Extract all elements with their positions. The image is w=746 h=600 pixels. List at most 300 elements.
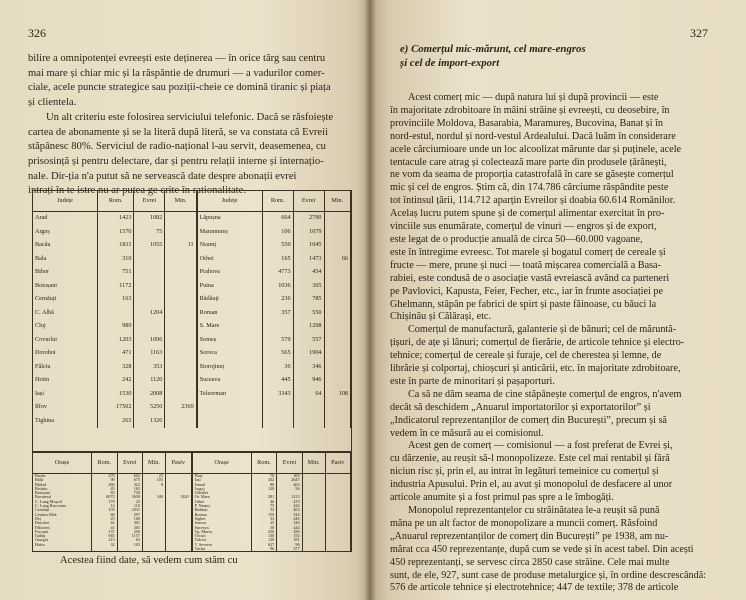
text-line: cu dărzenie, au reușit să-l monopolizeze. Este cel mai rentabil și fără: [390, 453, 670, 465]
table-cell: 1204: [134, 306, 165, 320]
table-row: [33, 374, 351, 388]
table-cell: 1420: [165, 495, 191, 499]
table-cell: [324, 414, 351, 428]
table-cell: Iași: [33, 387, 98, 401]
table-cell: 357: [262, 306, 293, 320]
table-cell: Ilfov: [33, 401, 98, 415]
table-cell: [165, 320, 197, 334]
text-line: sunt, de ele, 927, sunt case de produse metalurgice și, în ordine descrescândă:: [390, 569, 707, 581]
table-cell: Tighina: [33, 414, 98, 428]
text-line: niciun risc și, prin el, au intrat în legături temeinice cu comerțul și: [390, 466, 659, 478]
table-cell: 215: [92, 538, 118, 542]
table-cell: 323: [117, 483, 142, 487]
table-cell: [324, 212, 351, 226]
text-line: ciale, acele puncte strategice sau poziții-cheie ce domină tiranic și piața: [28, 82, 331, 94]
page-number-left: 326: [28, 26, 46, 40]
text-line: mic și cel de engros. Știm că, din 174.786 cârciume răspândite peste: [390, 182, 669, 194]
table-cell: 1473: [293, 252, 324, 266]
table-cell: 565: [262, 347, 293, 361]
table-cell: 1213: [277, 495, 302, 499]
table-cell: [165, 225, 197, 239]
table-cell: 90: [92, 478, 118, 482]
table-cell: 1120: [134, 374, 165, 388]
table-cell: 422: [277, 504, 302, 508]
table-cell: 785: [293, 293, 324, 307]
table-cell: Argeș: [33, 225, 98, 239]
table-cell: 66: [324, 252, 351, 266]
table-cell: [165, 279, 197, 293]
table-cell: 25: [92, 517, 118, 521]
table-cell: [262, 320, 293, 334]
table-cell: 3343: [262, 387, 293, 401]
table-cell: [324, 347, 351, 361]
table-cell: Vaslui: [192, 547, 252, 551]
table-cell: [165, 306, 197, 320]
text-line: vedem în ce măsură au ei comisionul.: [390, 427, 544, 439]
th: Min.: [142, 453, 165, 474]
table-cell: 75: [134, 225, 165, 239]
table-cell: C. Lung Mușcel: [33, 500, 92, 504]
table-cell: 1163: [134, 347, 165, 361]
right-body-text: [390, 92, 708, 595]
table-cell: 83: [92, 491, 118, 495]
table-cell: 1082: [134, 212, 165, 226]
table-cell: Galați: [33, 534, 92, 538]
table-cell: 1079: [293, 225, 324, 239]
table-cell: 579: [262, 333, 293, 347]
text-line: 450 reprezentanți, se servesc circa 2850 case străine. Cele mai multe: [390, 556, 670, 568]
table-cell: 41: [92, 526, 118, 530]
table-cell: 25: [117, 500, 142, 504]
table-cell: Dorohoi: [33, 347, 98, 361]
text-line: mâna pe un alt factor de monopolizare a muncii comerț. Răsfoind: [390, 517, 658, 529]
table-cell: Cernăuți: [33, 508, 92, 512]
table-cell: 108: [324, 387, 351, 401]
text-line: 576 de articole tehnice și electrotehnice; 447 de textile; 378 de articole: [390, 582, 679, 594]
table-cell: 305: [117, 526, 142, 530]
table-cell: 23: [142, 474, 165, 479]
table-cell: [117, 547, 142, 551]
table-cell: 42: [92, 521, 118, 525]
table-cell: 130: [251, 534, 277, 538]
table-cell: Fălciu: [33, 360, 98, 374]
text-line: librărie și colportaj, chioșcuri și anticării, etc. în majoritate zdrobitoare,: [390, 363, 681, 375]
text-line: tot întinsul țării, 114.712 aparțin Evreilor și doabia 60.614 Românilor.: [390, 195, 676, 207]
text-line: decât să deschidem „Anuarul importatorilor și exportatorilor” și: [390, 401, 651, 413]
table-cell: 3658: [117, 495, 142, 499]
table-cell: [324, 279, 351, 293]
table-cell: Rădăuți: [192, 508, 252, 512]
table-cell: [324, 293, 351, 307]
table-cell: 377: [277, 547, 302, 551]
table-cell: 256: [251, 530, 277, 534]
table-cell: Botoșani: [33, 491, 92, 495]
table-cell: 103: [92, 508, 118, 512]
text-line: mai mare și chiar mic și la răspântie de drumuri — a vadurilor comer-: [28, 67, 325, 79]
table-cell: [324, 401, 351, 415]
th: Evrei: [117, 453, 142, 474]
table-cell: Soroca: [197, 347, 263, 361]
table-cell: [165, 252, 197, 266]
table-cell: 17502: [98, 401, 134, 415]
table-cell: 1326: [134, 414, 165, 428]
table-row: [33, 293, 351, 307]
table-cell: S. Mare: [197, 320, 263, 334]
text-line: bilire a omnipotenței evreești este deținerea — în orice târg sau centru: [28, 53, 326, 64]
table-cell: 8: [142, 483, 165, 487]
table-cell: [197, 401, 263, 415]
table-cell: [134, 279, 165, 293]
table-cell: [293, 414, 324, 428]
table-cell: 2008: [134, 387, 165, 401]
table-cell: 120: [251, 487, 277, 491]
table-row: [33, 239, 351, 253]
table-cell: Lugoj: [192, 487, 252, 491]
text-line: tehnice; comerțul de cereale și furaje, cel de cherestea și lemne, de: [390, 350, 662, 362]
table-cell: [165, 333, 197, 347]
table-cell: 1036: [262, 279, 293, 293]
table-cell: 445: [262, 374, 293, 388]
table-cell: Tecuci: [192, 534, 252, 538]
table-cell: Tg. Mureș: [192, 530, 252, 534]
text-line: Acest gen de comerț — comisionul — a fost preferat de Evrei și,: [408, 440, 673, 452]
th: Rom.: [92, 453, 118, 474]
table-cell: Dorohoi: [33, 521, 92, 525]
table-cell: [197, 414, 263, 428]
table-cell: 454: [293, 266, 324, 280]
table-cell: T. Severin: [192, 543, 252, 547]
table-cell: Arad: [33, 212, 98, 226]
table-cell: 6072: [92, 495, 118, 499]
table-cell: [302, 547, 325, 551]
table-cell: 664: [262, 212, 293, 226]
table-cell: 165: [117, 487, 142, 491]
table-cell: [165, 360, 197, 374]
th: Rom.: [262, 191, 293, 212]
th: Evrei: [277, 453, 302, 474]
text-line: vinciile sus enumărate, comerțul de vinuri — engros și de export,: [390, 221, 657, 233]
table-cell: 76: [251, 474, 277, 479]
table-cell: 63: [117, 538, 142, 542]
table-cell: [134, 320, 165, 334]
table-cell: 2790: [293, 212, 324, 226]
text-line: Acelaș lucru putem spune și de comerțul alimentar exercitat în pro-: [390, 208, 665, 220]
table-cell: 80: [251, 483, 277, 487]
table-cell: 446: [277, 517, 302, 521]
table-cell: 365: [293, 279, 324, 293]
table-cell: 281: [251, 495, 277, 499]
table-cell: [165, 414, 197, 428]
table-cell: 137: [92, 530, 118, 534]
text-line: pe Pavlovici, Kapusta, Feier, Fecher, etc., iar în frunte asociației pe: [390, 285, 664, 297]
table-cell: 2647: [277, 478, 302, 482]
table-cell: Roman: [192, 513, 252, 517]
table-cell: [325, 547, 350, 551]
table-cell: 36: [262, 360, 293, 374]
table-cell: Roman: [197, 306, 263, 320]
table-cell: Cernăuți: [33, 293, 98, 307]
table-cell: [324, 374, 351, 388]
table-cell: Orhei: [197, 252, 263, 266]
th: Rom.: [251, 453, 277, 474]
table-cell: 310: [98, 252, 134, 266]
table-cell: 56: [277, 487, 302, 491]
table-cell: Bihor: [33, 266, 98, 280]
table-cell: Putna: [197, 279, 263, 293]
th: Orașe: [192, 453, 252, 474]
table-cell: 403: [277, 508, 302, 512]
table-cell: 52: [251, 508, 277, 512]
table-cell: 1570: [98, 225, 134, 239]
table-cell: Hotin: [33, 543, 92, 547]
text-line: Un alt criteriu este folosirea serviciului telefonic. Dacă se răsfoiește: [46, 111, 334, 123]
left-page: [0, 0, 370, 600]
table-cell: 165: [262, 252, 293, 266]
table-cell: 242: [98, 374, 134, 388]
table-cell: Storojineț: [197, 360, 263, 374]
table-cell: [324, 320, 351, 334]
table-cell: 637: [251, 543, 277, 547]
table-cell: Bala: [33, 252, 98, 266]
table-cell: 60: [92, 513, 118, 517]
table-cell: [165, 266, 197, 280]
table-row: [33, 401, 351, 415]
table-row: [33, 320, 351, 334]
table-cell: 110: [117, 504, 142, 508]
table-cell: [134, 252, 165, 266]
table-cell: 297: [117, 513, 142, 517]
table-cell: [324, 266, 351, 280]
table-cell: [293, 401, 324, 415]
table-cell: [324, 360, 351, 374]
table-cell: [324, 333, 351, 347]
table-row: [33, 225, 351, 239]
table-cell: Giurgiu: [33, 538, 92, 542]
th: Rom.: [98, 191, 134, 212]
text-line: ne vom da seama de proporția catastrofală în care se găsește comerțul: [390, 169, 674, 181]
table-cell: 64: [293, 387, 324, 401]
table-cell: Prahova: [197, 266, 263, 280]
table-cell: 945: [92, 534, 118, 538]
table-cell: [92, 547, 118, 551]
book-gutter: [364, 0, 376, 600]
table-row: [33, 547, 351, 551]
table-cell: 11: [165, 239, 197, 253]
table-cell: 1530: [98, 387, 134, 401]
table-cell: Neamț: [197, 239, 263, 253]
table-cell: [324, 225, 351, 239]
table-cell: 46: [251, 500, 277, 504]
text-line: este în parte de minoritari și pașaporturi.: [390, 375, 555, 387]
table-row: [33, 252, 351, 266]
table-cell: 152: [277, 534, 302, 538]
text-line: este legat de o producție anuală de circa 50—60.000 vagoane,: [390, 233, 643, 245]
table-cell: C. Lung Bucovina: [33, 504, 92, 508]
table-cell: 1423: [98, 212, 134, 226]
table-cell: Botoșani: [33, 279, 98, 293]
caption-text: Acestea fiind date, să vedem cum stăm cu: [60, 555, 238, 566]
table-row: [33, 387, 351, 401]
table-cell: 75: [251, 504, 277, 508]
table-cell: [324, 306, 351, 320]
table-cell: 353: [134, 360, 165, 374]
table-cell: Bârlad: [33, 483, 92, 487]
text-line: articole anumite și a fost primul pas spre a le îmbogăți.: [390, 492, 614, 504]
table-cell: 602: [117, 474, 142, 479]
table-cell: Dej: [33, 517, 92, 521]
text-line: Acest comerț mic — după natura lui și după provincii — este: [408, 92, 659, 103]
table-row: [33, 414, 351, 428]
table-cell: 2031: [117, 508, 142, 512]
table-cell: 980: [98, 320, 134, 334]
text-line: Ca să ne dăm seama de cine stăpânește comerțul de engros, n'avem: [408, 388, 682, 400]
table-cell: 236: [262, 293, 293, 307]
table-cell: 179: [92, 500, 118, 504]
text-line: Chișinău și Călărași, etc.: [390, 311, 492, 323]
table-cell: Focșani: [33, 530, 92, 534]
table-cell: 2369: [165, 401, 197, 415]
table-cell: [142, 547, 165, 551]
text-line: Monopolul reprezentanțelor cu străinătatea le-a reușit să pună: [408, 505, 660, 516]
right-page: [370, 0, 746, 600]
th: Pasiv: [325, 453, 350, 474]
table-cell: [165, 374, 197, 388]
table-cell: 340: [142, 495, 165, 499]
text-line: în majoritate zdrobitoare în mâini străine și evreești, cu deosebire, în: [390, 104, 670, 116]
table-cell: Bacău: [33, 474, 92, 479]
table-cell: Covurlui: [33, 333, 98, 347]
table-cell: 4773: [262, 266, 293, 280]
table-cell: 463: [277, 483, 302, 487]
table-cell: 751: [98, 266, 134, 280]
text-line: prisosință și pentru delectare, dar și pentru relații interne și internațio-: [28, 155, 324, 167]
table-cell: Or. Mare: [192, 495, 252, 499]
table-cell: 25: [251, 521, 277, 525]
th: Evrei: [293, 191, 324, 212]
table-cell: 163: [98, 293, 134, 307]
table-cell: 470: [277, 500, 302, 504]
th: Orașe: [33, 453, 92, 474]
table-cell: [324, 239, 351, 253]
table-cell: [33, 547, 92, 551]
table-cell: Suceava: [192, 526, 252, 530]
table-cell: Tulcea: [192, 538, 252, 542]
page-number-right: 327: [690, 26, 708, 40]
text-line: provinciile Moldova, Basarabia, Maramureș, Bucovina, Banat și în: [390, 117, 664, 129]
text-line: industria Apusului. Prin el, au avut și monopolul de desfacere al unor: [390, 479, 673, 491]
table-cell: 328: [98, 360, 134, 374]
table-cell: Someș: [197, 333, 263, 347]
table-row: [33, 279, 351, 293]
table-cell: [98, 306, 134, 320]
table-cell: Bistrița: [33, 487, 92, 491]
text-line: tentacule care atrag și colectează mare parte din produsele țărănești,: [390, 156, 667, 168]
table-cell: 1172: [98, 279, 134, 293]
table-cell: Maramureș: [197, 225, 263, 239]
text-line: țișuri, de ațe și lânuri; comerțul de fierărie, de articole tehnice și electro-: [390, 337, 685, 349]
table-cell: [165, 387, 197, 401]
table-cell: 1904: [293, 347, 324, 361]
table-cell: 160: [117, 517, 142, 521]
table-row: [33, 212, 351, 226]
table-cell: București: [33, 495, 92, 499]
th: Min.: [324, 191, 351, 212]
table-cell: Soroca: [192, 521, 252, 525]
table-cell: 550: [293, 306, 324, 320]
table-cell: C. Albă: [33, 306, 98, 320]
table-cell: 296: [277, 530, 302, 534]
table-cell: [262, 401, 293, 415]
table-cell: 1203: [98, 333, 134, 347]
text-line: cartea de abonamente și se la literă după literă, se va constata că Evreii: [28, 126, 329, 138]
table-cell: Orhei: [192, 500, 252, 504]
table-cell: Huși: [192, 474, 252, 479]
th: Min.: [302, 453, 325, 474]
text-line: rabiei, este condusă de o asociație vastă evreiască având ca parteneri: [390, 272, 670, 284]
table-cell: 96: [251, 547, 277, 551]
section-title-line: și cel de import-export: [400, 57, 500, 69]
table-row: [33, 306, 351, 320]
table-cell: 340: [277, 521, 302, 525]
table-cell: 105: [142, 478, 165, 482]
table-cell: 50: [251, 526, 277, 530]
text-line: intrați în te istre nu ar putea ge crite în rationalitate.: [28, 185, 246, 197]
th: Județe: [33, 191, 98, 212]
table-row: [33, 360, 351, 374]
table-cities: [32, 452, 352, 552]
table-cell: 730: [117, 491, 142, 495]
table-cell: Odorhei: [192, 491, 252, 495]
table-cell: 557: [293, 333, 324, 347]
table-cell: Ismail: [192, 483, 252, 487]
table-cell: 265: [98, 414, 134, 428]
section-title-line: e) Comerțul mic-mărunt, cel mare-engros: [400, 43, 586, 55]
table-cell: Hotin: [33, 374, 98, 388]
table-row: [33, 333, 351, 347]
section-title: [400, 42, 700, 70]
table-cell: 150: [251, 513, 277, 517]
table-cell: 98: [277, 543, 302, 547]
table-cell: Iași: [192, 478, 252, 482]
table-cell: 946: [293, 374, 324, 388]
table-cell: [262, 414, 293, 428]
table-cell: [134, 266, 165, 280]
table-cell: 1045: [293, 239, 324, 253]
table-cell: 1055: [134, 239, 165, 253]
table-cell: Fălticeni: [33, 526, 92, 530]
text-line: nale. Dir-ția n'a putut să ne servească date despre abonații evrei: [28, 170, 297, 182]
th: Evrei: [134, 191, 165, 212]
table-cell: Cetatea Albă: [33, 513, 92, 517]
table-cell: Lăpușna: [197, 212, 263, 226]
text-line: Ghelmann, stăpân pe fabrici de spirt și paste făinoase, cu băuci la: [390, 298, 657, 310]
table-cell: 5250: [134, 401, 165, 415]
table-cell: Bacău: [33, 239, 98, 253]
table-cell: 105: [117, 543, 142, 547]
table-cell: 424: [277, 526, 302, 530]
table-row: [33, 347, 351, 361]
left-body-text: [28, 52, 346, 199]
table-cell: Bălți: [33, 478, 92, 482]
table-cell: 471: [98, 347, 134, 361]
table-cell: Sighet: [192, 517, 252, 521]
text-line: „Indicatorul reprezentanților de comerț din București”, precum și să: [390, 414, 667, 426]
table-cell: 550: [262, 239, 293, 253]
table-cell: 32: [92, 543, 118, 547]
table-cell: 106: [262, 225, 293, 239]
table-cell: 270: [92, 474, 118, 479]
table-cell: Rădăuți: [197, 293, 263, 307]
